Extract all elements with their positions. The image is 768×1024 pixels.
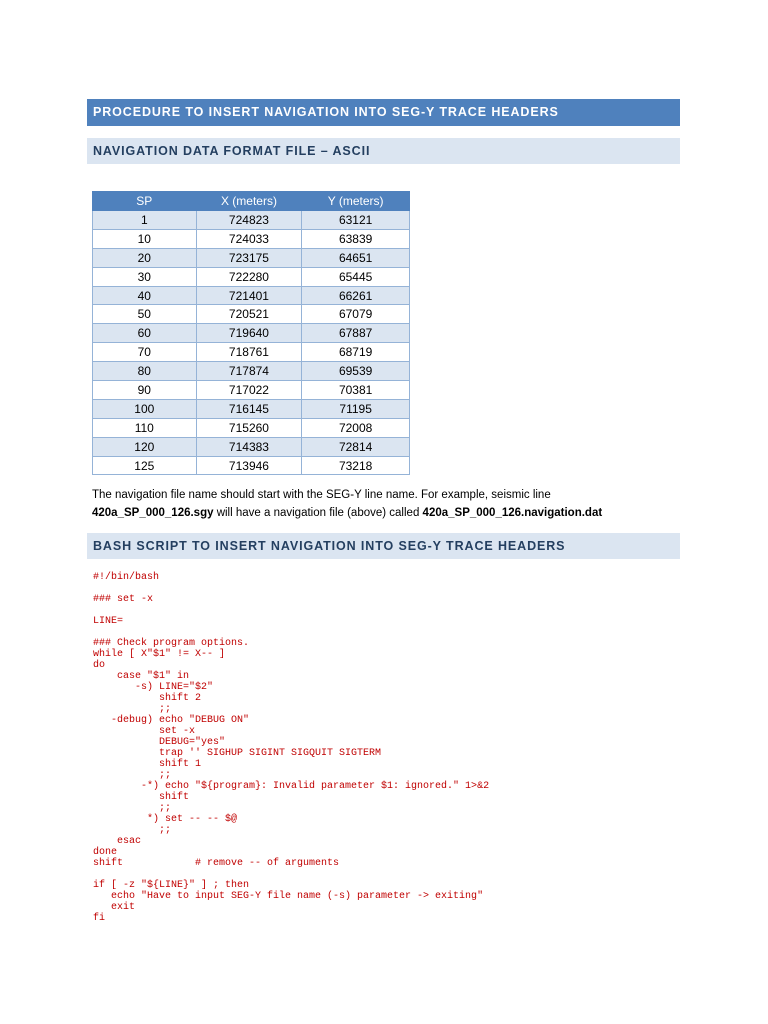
- sgy-filename: 420a_SP_000_126.sgy: [92, 507, 214, 519]
- cell-x: 721401: [196, 286, 302, 305]
- cell-y: 65445: [302, 267, 410, 286]
- table-row: [93, 324, 410, 343]
- cell-y: 64651: [302, 248, 410, 267]
- cell-x: 724823: [196, 211, 302, 230]
- cell-sp: 120: [93, 437, 197, 456]
- cell-y: 70381: [302, 381, 410, 400]
- table-row: [93, 248, 410, 267]
- cell-x: 715260: [196, 418, 302, 437]
- table-row: [93, 229, 410, 248]
- cell-sp: 70: [93, 343, 197, 362]
- note-text-2: will have a navigation file (above) called: [213, 507, 423, 519]
- table-row: [93, 381, 410, 400]
- cell-sp: 30: [93, 267, 197, 286]
- filename-note: [92, 486, 682, 522]
- column-header-y: Y (meters): [302, 192, 410, 211]
- cell-sp: 60: [93, 324, 197, 343]
- cell-x: 717022: [196, 381, 302, 400]
- table-row: [93, 286, 410, 305]
- cell-x: 722280: [196, 267, 302, 286]
- cell-y: 69539: [302, 362, 410, 381]
- table-row: [93, 211, 410, 230]
- cell-x: 720521: [196, 305, 302, 324]
- note-text-1: The navigation file name should start with the SEG-Y line name. For example, seismic line: [92, 489, 551, 501]
- main-heading: PROCEDURE TO INSERT NAVIGATION INTO SEG-Y TRACE HEADERS: [87, 99, 680, 126]
- cell-x: 724033: [196, 229, 302, 248]
- cell-y: 68719: [302, 343, 410, 362]
- cell-sp: 1: [93, 211, 197, 230]
- navigation-filename: 420a_SP_000_126.navigation.dat: [422, 507, 603, 519]
- cell-sp: 20: [93, 248, 197, 267]
- cell-x: 717874: [196, 362, 302, 381]
- cell-y: 63839: [302, 229, 410, 248]
- cell-y: 66261: [302, 286, 410, 305]
- column-header-sp: SP: [93, 192, 197, 211]
- table-row: [93, 343, 410, 362]
- cell-y: 72008: [302, 418, 410, 437]
- table-row: [93, 362, 410, 381]
- cell-sp: 90: [93, 381, 197, 400]
- cell-y: 67887: [302, 324, 410, 343]
- table-row: [93, 305, 410, 324]
- cell-x: 714383: [196, 437, 302, 456]
- table-row: [93, 267, 410, 286]
- cell-sp: 40: [93, 286, 197, 305]
- table-row: [93, 437, 410, 456]
- table-row: [93, 418, 410, 437]
- cell-sp: 10: [93, 229, 197, 248]
- cell-y: 73218: [302, 456, 410, 475]
- cell-sp: 125: [93, 456, 197, 475]
- cell-x: 716145: [196, 399, 302, 418]
- cell-y: 63121: [302, 211, 410, 230]
- table-header-row: [93, 192, 410, 211]
- table-row: [93, 456, 410, 475]
- cell-x: 713946: [196, 456, 302, 475]
- cell-sp: 100: [93, 399, 197, 418]
- table-row: [93, 399, 410, 418]
- cell-sp: 110: [93, 418, 197, 437]
- navigation-table: [92, 191, 410, 475]
- cell-y: 67079: [302, 305, 410, 324]
- nav-format-heading: NAVIGATION DATA FORMAT FILE – ASCII: [87, 138, 680, 164]
- cell-y: 71195: [302, 399, 410, 418]
- cell-x: 723175: [196, 248, 302, 267]
- cell-y: 72814: [302, 437, 410, 456]
- cell-sp: 80: [93, 362, 197, 381]
- cell-x: 719640: [196, 324, 302, 343]
- cell-x: 718761: [196, 343, 302, 362]
- cell-sp: 50: [93, 305, 197, 324]
- column-header-x: X (meters): [196, 192, 302, 211]
- bash-script-heading: BASH SCRIPT TO INSERT NAVIGATION INTO SEG-Y TRACE HEADERS: [87, 533, 680, 559]
- bash-script-code: #!/bin/bash ### set -x LINE= ### Check program options. while [ X"$1" != X-- ] do case "$1" in -s) LINE="$2" shift 2 ;; -debug) echo "DEBUG ON" set -x DEBUG="yes" trap '' SIGHUP SIGINT SIGQUIT SIGTERM shift 1 ;; -*) echo "${program}: Invalid parameter $1: ignored." 1>&2 shift ;; *) set -- -- $@ ;; esac done shift # remove -- of arguments if [ -z "${LINE}" ] ; then echo "Have to input SEG-Y file name (-s) parameter -> exiting" exit fi: [93, 572, 490, 924]
